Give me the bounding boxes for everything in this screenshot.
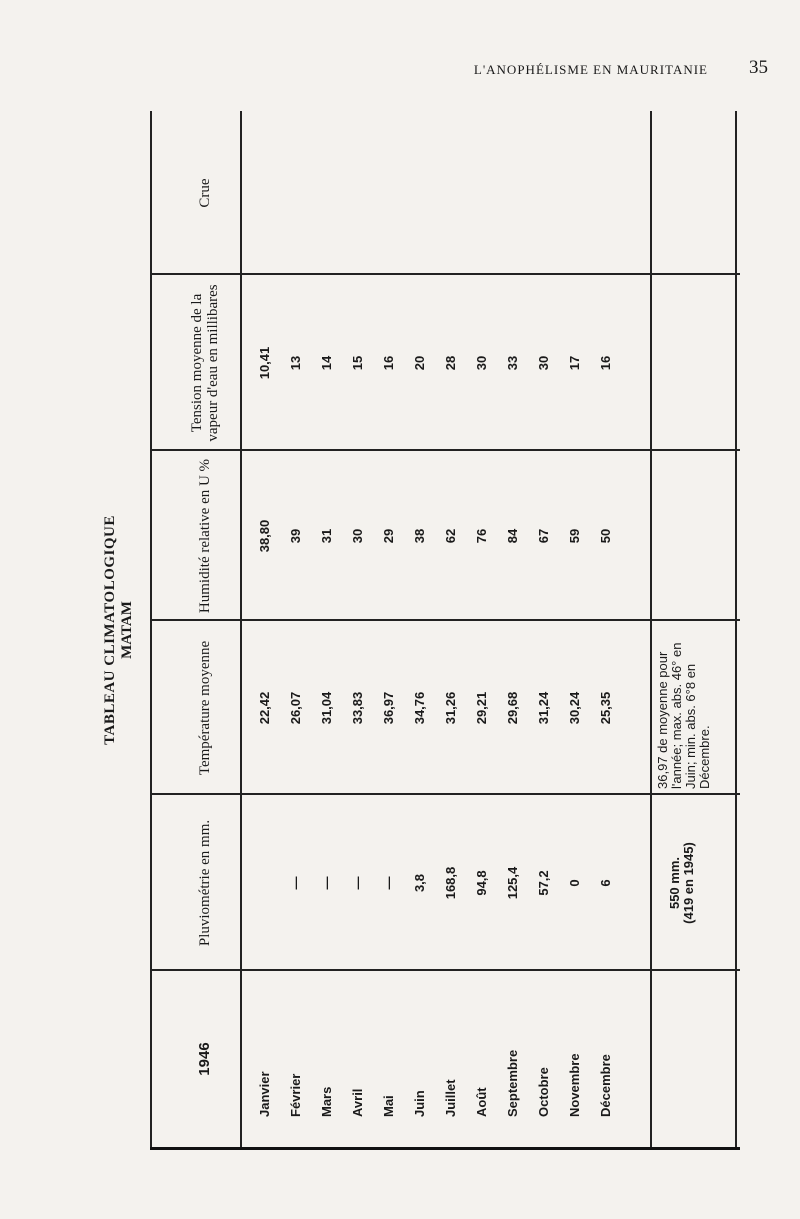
row-month: Décembre <box>598 1054 613 1117</box>
table-subtitle: MATAM <box>119 601 135 659</box>
cell-temp: 31,04 <box>319 691 334 725</box>
table-bottom-rule <box>735 111 737 1147</box>
row-month: Août <box>474 1087 489 1117</box>
climate-table <box>150 111 740 1150</box>
total-pluvio-line1: 550 mm. <box>667 856 682 910</box>
cell-humid: 50 <box>598 528 613 544</box>
row-month: Septembre <box>505 1049 520 1117</box>
cell-tension: 28 <box>443 355 458 371</box>
row-month: Février <box>288 1073 303 1117</box>
cell-humid: 31 <box>319 528 334 544</box>
cell-temp: 25,35 <box>598 691 613 725</box>
total-pluvio-line2: (419 en 1945) <box>681 842 696 924</box>
page-header <box>0 0 800 100</box>
cell-tension: 13 <box>288 355 303 371</box>
cell-pluvio: — <box>350 876 365 890</box>
cell-tension: 16 <box>598 355 613 371</box>
total-temp-note: 36,97 de moyenne pour l'année; max. abs. 46° en Juin; min. abs. 6°8 en Décembre. <box>655 642 712 789</box>
row-month: Mai <box>381 1095 396 1117</box>
cell-humid: 76 <box>474 528 489 544</box>
cell-temp: 22,42 <box>257 691 272 725</box>
table-title: TABLEAU CLIMATOLOGIQUE <box>102 515 118 745</box>
totals-rule <box>650 111 652 1147</box>
cell-tension: 17 <box>567 355 582 371</box>
row-month: Juin <box>412 1090 427 1117</box>
cell-humid: 39 <box>288 528 303 544</box>
cell-temp: 29,21 <box>474 691 489 725</box>
cell-humid: 38,80 <box>257 519 272 553</box>
cell-temp: 34,76 <box>412 691 427 725</box>
cell-humid: 84 <box>505 528 520 544</box>
cell-temp: 26,07 <box>288 691 303 725</box>
cell-pluvio: — <box>381 876 396 890</box>
row-month: Octobre <box>536 1067 551 1117</box>
cell-tension: 15 <box>350 355 365 371</box>
row-month: Juillet <box>443 1079 458 1117</box>
header-pluviometrie: Pluviométrie en mm. <box>197 819 213 947</box>
cell-temp: 31,24 <box>536 691 551 725</box>
cell-humid: 29 <box>381 528 396 544</box>
cell-pluvio: — <box>288 876 303 890</box>
cell-pluvio: 168,8 <box>443 866 458 900</box>
row-month: Janvier <box>257 1071 272 1117</box>
cell-tension: 33 <box>505 355 520 371</box>
cell-humid: 30 <box>350 528 365 544</box>
row-month: Novembre <box>567 1053 582 1117</box>
cell-pluvio: 6 <box>598 879 613 887</box>
header-year: 1946 <box>196 1042 213 1076</box>
cell-temp: 30,24 <box>567 691 582 725</box>
cell-pluvio: 0 <box>567 879 582 887</box>
cell-pluvio: 57,2 <box>536 870 551 896</box>
table-title-block <box>102 110 136 1150</box>
cell-tension: 30 <box>474 355 489 371</box>
cell-humid: 38 <box>412 528 427 544</box>
cell-tension: 16 <box>381 355 396 371</box>
cell-pluvio <box>255 795 275 971</box>
running-head: L'ANOPHÉLISME EN MAURITANIE <box>473 62 708 77</box>
cell-temp: 29,68 <box>505 691 520 725</box>
cell-humid: 59 <box>567 528 582 544</box>
cell-humid: 62 <box>443 528 458 544</box>
header-humidite: Humidité relative en U % <box>197 458 213 614</box>
row-month: Avril <box>350 1088 365 1117</box>
cell-pluvio: 125,4 <box>505 866 520 900</box>
page-number: 35 <box>749 57 768 78</box>
header-temperature: Température moyenne <box>197 640 213 776</box>
cell-tension: 14 <box>319 355 334 371</box>
cell-pluvio: 3,8 <box>412 873 427 893</box>
rotated-table-block <box>92 110 742 1150</box>
cell-temp: 31,26 <box>443 691 458 725</box>
cell-temp: 36,97 <box>381 691 396 725</box>
cell-tension: 20 <box>412 355 427 371</box>
cell-temp: 33,83 <box>350 691 365 725</box>
cell-humid: 67 <box>536 528 551 544</box>
cell-pluvio: — <box>319 876 334 890</box>
total-pluvio <box>668 795 696 971</box>
header-crue: Crue <box>197 178 213 208</box>
cell-pluvio: 94,8 <box>474 870 489 896</box>
cell-tension: 30 <box>536 355 551 371</box>
cell-tension: 10,41 <box>257 346 272 380</box>
header-tension: Tension moyenne de la vapeur d'eau en millibares <box>189 284 221 442</box>
row-month: Mars <box>319 1086 334 1117</box>
